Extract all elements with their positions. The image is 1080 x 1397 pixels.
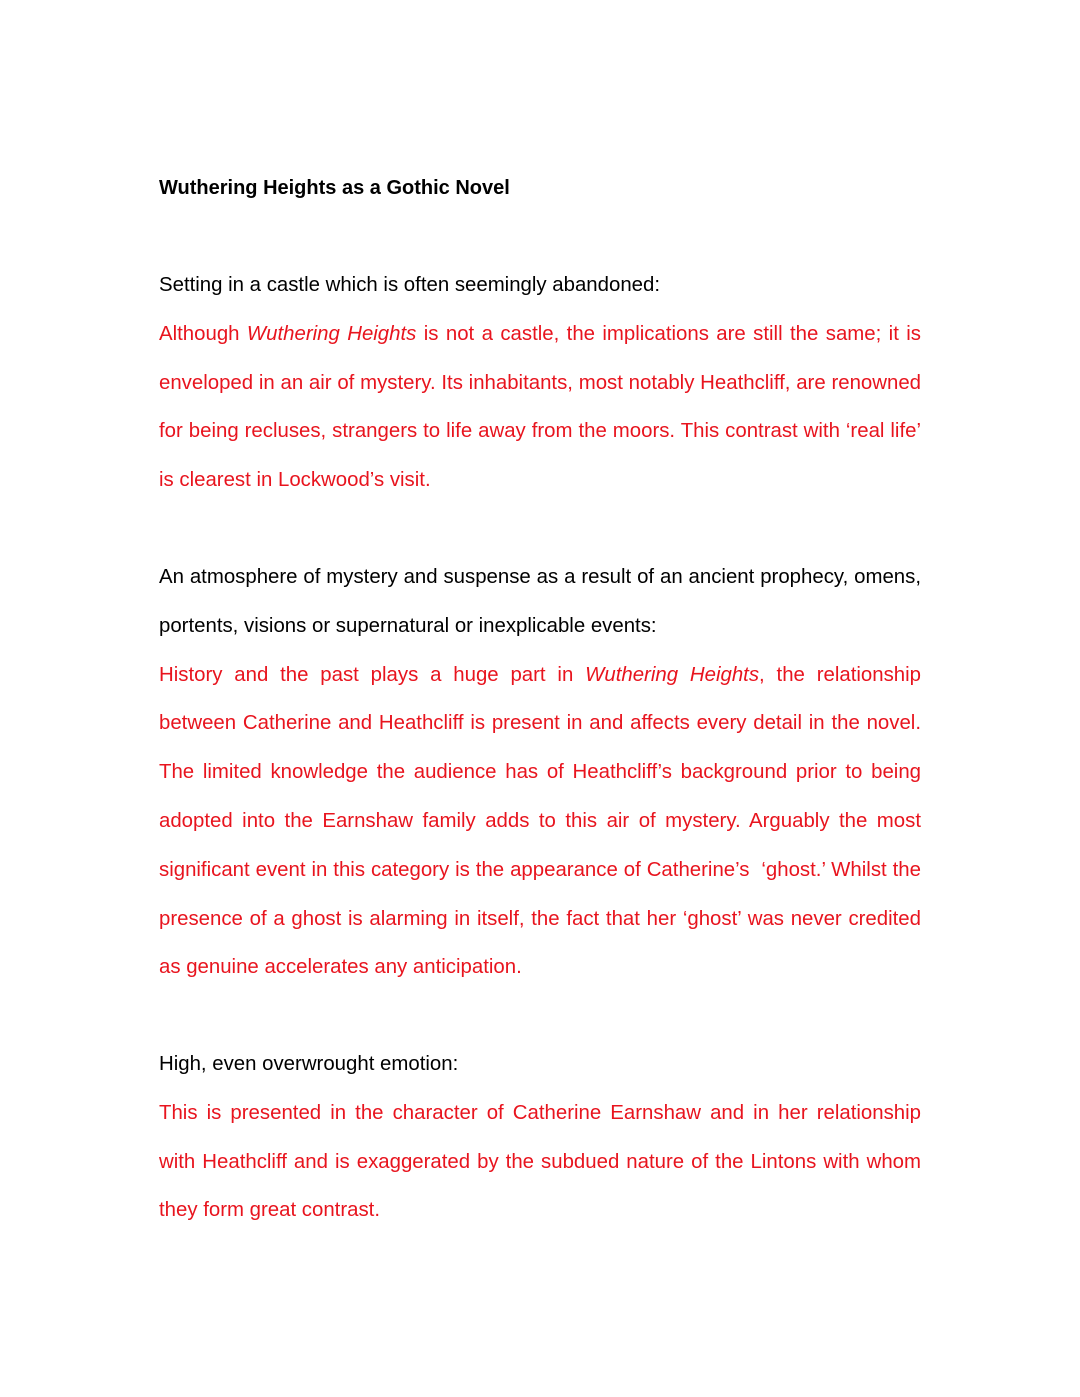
section-emotion [159, 1040, 921, 1235]
section-heading: An atmosphere of mystery and suspense as a result of an ancient prophecy, omens, portents, visions or supernatural or inexplicable events: [159, 566, 921, 637]
book-title-italic: Wuthering Heights [585, 663, 760, 686]
book-title-italic: Wuthering Heights [246, 322, 417, 345]
section-body [159, 310, 921, 505]
section-mystery [159, 553, 921, 992]
body-text: This is presented in the character of Catherine Earnshaw and in her relationship with Heathcliff and is exaggerated by the subdued nature of the Lintons with whom they form great contrast. [159, 1101, 921, 1222]
body-text: , the relationship between Catherine and Heathcliff is present in and affects every detail in the novel. The limited knowledge the audience has of Heathcliff’s background prior to being adopted into the Earnshaw family adds to this air of mystery. Arguably the most significant event in this category is the appearance of Catherine’s ‘ghost.’ Whilst the presence of a ghost is alarming in itself, the fact that her ‘ghost’ was never credited as genuine accelerates any anticipation. [159, 663, 921, 979]
body-text: History and the past plays a huge part in [159, 663, 586, 686]
body-text: is not a castle, the implications are still the same; it is enveloped in an air of mystery. Its inhabitants, most notably Heathcliff, are renowned for being recluses, strangers to life away from the moors. This contrast with ‘real life’ is clearest in Lockwood’s visit. [159, 322, 921, 492]
section-body [159, 1089, 921, 1235]
body-text: Although [159, 322, 247, 345]
section-body [159, 651, 921, 993]
section-heading: High, even overwrought emotion: [159, 1053, 459, 1075]
section-setting [159, 261, 921, 505]
section-heading: Setting in a castle which is often seemingly abandoned: [159, 274, 661, 296]
document-title: Wuthering Heights as a Gothic Novel [159, 177, 510, 199]
